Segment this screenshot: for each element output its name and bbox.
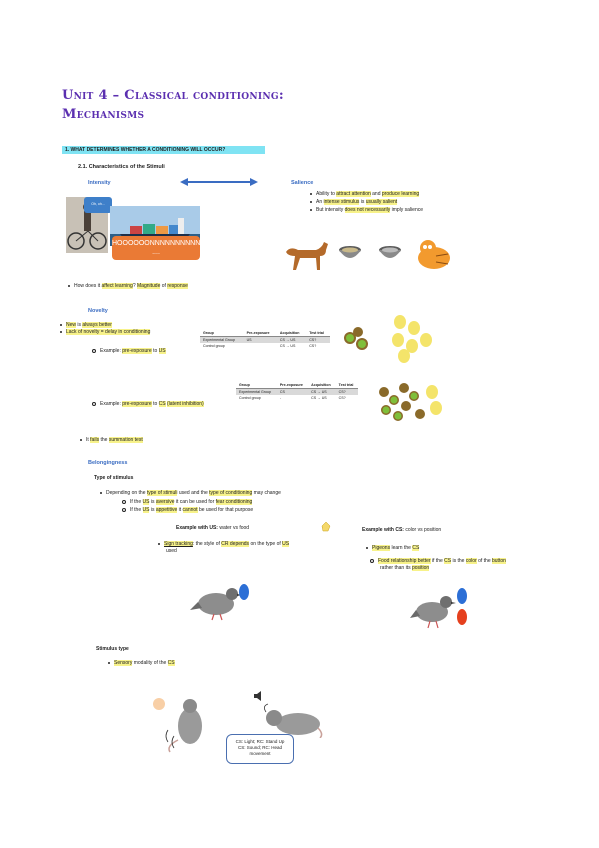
salience-bullet-3: But intensity does not necessarily imply salience: [310, 207, 423, 214]
page-title: Unit 4 – Classical conditioning: Mechanisms: [62, 88, 285, 122]
kiwi-lemon-illustration: [376, 374, 456, 424]
blue-button-icon: [456, 587, 468, 605]
sign-tracking-bullet: Sign tracking: the style of CR depends on the type of US: [158, 541, 289, 548]
bullet-icon: [60, 324, 62, 326]
table-row: Experimental Group CS CS → US CS?: [236, 389, 358, 396]
stimulus-type-bullet: Sensory modality of the CS: [108, 660, 175, 667]
salience-label: Salience: [291, 180, 314, 186]
pigeons-bullet: Pigeons learn the CS: [366, 545, 419, 552]
cat-illustration: [414, 236, 454, 272]
red-button-icon: [456, 608, 468, 626]
table-header-row: Group Pre-exposure Acquisition Test trial: [236, 382, 358, 389]
table-row: Control group CS → US CS?: [203, 344, 317, 348]
affect-bullet: How does it affect learning? Magnitude of response: [68, 283, 188, 290]
salience-bullet-2: An intense stimulus is usually salient: [310, 199, 397, 206]
circle-bullet-icon: [370, 559, 374, 563]
bullet-icon: [366, 547, 368, 549]
novelty-label: Novelty: [88, 308, 108, 314]
bullet-icon: [310, 209, 312, 211]
table-header-row: Group Pre-exposure Acquisition Test trial: [200, 330, 330, 337]
stimulus-type-heading: Stimulus type: [96, 646, 129, 652]
bullet-icon: [80, 439, 82, 441]
pigeon-illustration: [410, 588, 460, 630]
food-relationship-line: Food relationship better if the CS is the color of the button: [370, 558, 506, 565]
sign-tracking-continued: used: [166, 548, 177, 554]
novelty-example-1: Example: pre-exposure to US: [92, 348, 166, 355]
subsection-heading: 2.1. Characteristics of the Stimuli: [78, 164, 165, 170]
novelty-table-1: [200, 330, 330, 349]
blue-button-icon: [238, 583, 250, 601]
example-us-heading: Example with US: water vs food: [176, 525, 250, 531]
salience-bullet-1: Ability to attract attention and produce learning: [310, 191, 419, 198]
belongingness-sub-2: If the US is appetitive it cannot be used for that purpose: [122, 507, 253, 514]
table-row: Experimental Group US CS → US CS?: [200, 337, 330, 344]
rat-standing-illustration: [160, 696, 220, 754]
speech-bubble: Oh, oh...: [84, 197, 112, 213]
circle-bullet-icon: [122, 500, 126, 504]
bullet-icon: [310, 201, 312, 203]
speaker-icon: [253, 690, 265, 702]
double-arrow-icon: [180, 177, 258, 187]
novelty-example-2: Example: pre-exposure to CS (latent inhibition): [92, 401, 204, 408]
circle-bullet-icon: [92, 349, 96, 353]
novelty-table-2: [236, 382, 358, 401]
bullet-icon: [60, 331, 62, 333]
bullet-icon: [100, 492, 102, 494]
bowl-icon: [338, 244, 362, 262]
intensity-label: Intensity: [88, 180, 111, 186]
belongingness-bullet-1: Depending on the type of stimuli used and the type of conditioning may change: [100, 490, 281, 497]
circle-bullet-icon: [92, 402, 96, 406]
horn-sound-label: HOOOOOONNNNNNNNNN ....: [112, 236, 200, 260]
example-cs-heading: Example with CS: color vs position: [362, 527, 442, 533]
novelty-bullet-1: New is always better: [60, 322, 112, 329]
circle-bullet-icon: [122, 508, 126, 512]
hand-pointer-icon: [320, 520, 332, 532]
bullet-icon: [68, 285, 70, 287]
bullet-icon: [310, 193, 312, 195]
bowl-icon: [378, 244, 402, 262]
food-relationship-continued: rather than its position: [380, 565, 430, 571]
belongingness-label: Belongingness: [88, 460, 128, 466]
bullet-icon: [158, 543, 160, 545]
novelty-bullet-2: Lack of novelty = delay in conditioning: [60, 329, 150, 336]
table-row: Control group - CS → US CS?: [239, 396, 346, 400]
belongingness-sub-1: If the US is aversive it can be used for fear conditioning: [122, 499, 252, 506]
kiwi-lemon-illustration: [340, 314, 440, 364]
type-of-stimulus-heading: Type of stimulus: [94, 475, 134, 481]
stimulus-response-box: CS: Light; RC: Stand Up CS: Sound; RC: Head movement: [226, 734, 294, 764]
rat-head-movement-illustration: [260, 702, 324, 738]
section-heading: 1. WHAT DETERMINES WHETHER A CONDITIONING WILL OCCUR?: [62, 146, 265, 154]
bullet-icon: [108, 662, 110, 664]
summation-bullet: It fails the summation test: [80, 437, 143, 444]
dog-illustration: [280, 236, 330, 272]
